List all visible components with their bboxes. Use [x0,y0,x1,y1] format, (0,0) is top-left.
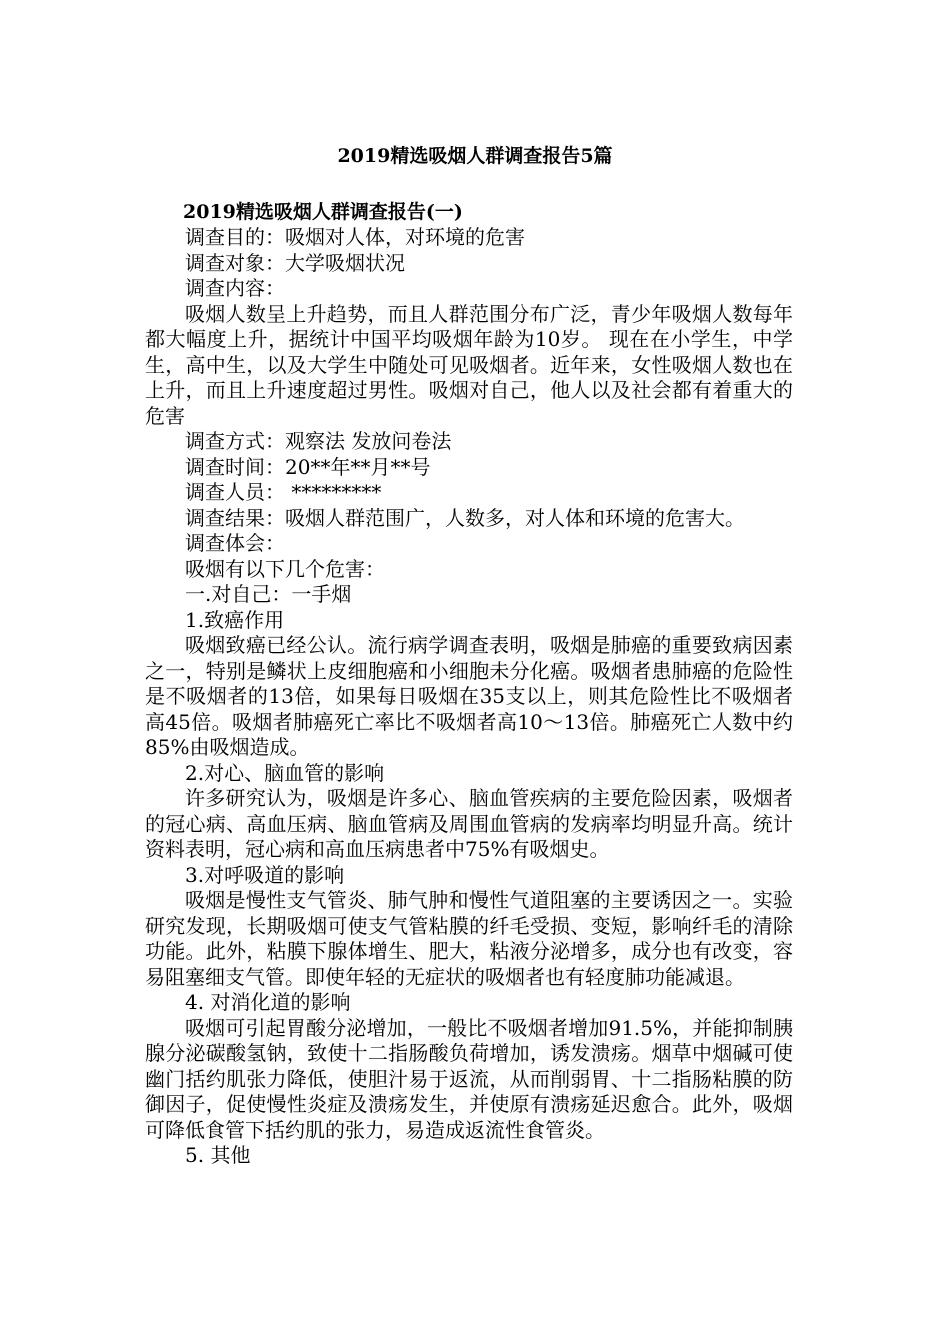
document-title: 2019精选吸烟人群调查报告5篇 [337,145,613,167]
paragraph-carcinogenic: 吸烟致癌已经公认。流行病学调查表明，吸烟是肺癌的重要致病因素之一，特别是鳞状上皮细胞癌和小细胞未分化癌。吸烟者患肺癌的危险性是不吸烟者的13倍，如果每日吸烟在35支以上，则其危险性比不吸烟者高45倍。吸烟者肺癌死亡率比不吸烟者高10～13倍。肺癌死亡人数中约85%由吸烟造成。 [145,633,793,759]
paragraph-survey-content: 吸烟人数呈上升趋势，而且人群范围分布广泛，青少年吸烟人数每年都大幅度上升，据统计中国平均吸烟年龄为10岁。 现在在小学生，中学生，高中生，以及大学生中随处可见吸烟者。近年来，女性吸烟人数也在上升，而且上升速度超过男性。吸烟对自己，他人以及社会都有着重大的危害 [145,301,793,428]
paragraph-survey-time: 调查时间：20**年**月**号 [185,454,431,479]
heading-respiratory: 3.对呼吸道的影响 [185,862,345,887]
paragraph-survey-result: 调查结果：吸烟人群范围广，人数多，对人体和环境的危害大。 [185,505,745,530]
paragraph-survey-reflection-label: 调查体会： [185,531,285,555]
section-title: 2019精选吸烟人群调查报告(一) [183,201,463,223]
paragraph-survey-subject: 调查对象：大学吸烟状况 [185,250,405,275]
heading-digestive: 4. 对消化道的影响 [185,990,351,1014]
heading-carcinogenic: 1.致癌作用 [185,607,285,632]
paragraph-respiratory: 吸烟是慢性支气管炎、肺气肿和慢性气道阻塞的主要诱因之一。实验研究发现，长期吸烟可使支气管粘膜的纤毛受损、变短，影响纤毛的清除功能。此外，粘膜下腺体增生、肥大，粘液分泌增多，成分也有改变，容易阻塞细支气管。即使年轻的无症状的吸烟者也有轻度肺功能减退。 [145,888,793,989]
paragraph-survey-purpose: 调查目的：吸烟对人体，对环境的危害 [185,225,525,249]
paragraph-survey-content-label: 调查内容： [185,276,285,300]
heading-other: 5. 其他 [185,1143,251,1167]
paragraph-digestive: 吸烟可引起胃酸分泌增加，一般比不吸烟者增加91.5%，并能抑制胰腺分泌碳酸氢钠，致使十二指肠酸负荷增加，诱发溃疡。烟草中烟碱可使幽门括约肌张力降低，使胆汁易于返流，从而削弱胃、十二指肠粘膜的防御因子，促使慢性炎症及溃疡发生，并使原有溃疡延迟愈合。此外，吸烟可降低食管下括约肌的张力，易造成返流性食管炎。 [145,1015,793,1142]
paragraph-cardiovascular: 许多研究认为，吸烟是许多心、脑血管疾病的主要危险因素，吸烟者的冠心病、高血压病、脑血管病及周围血管病的发病率均明显升高。统计资料表明，冠心病和高血压病患者中75%有吸烟史。 [145,786,793,861]
heading-self-firsthand-smoke: 一.对自己：一手烟 [185,582,352,606]
paragraph-survey-method: 调查方式：观察法 发放问卷法 [185,429,452,453]
paragraph-survey-staff: 调查人员： ********* [185,480,382,504]
paragraph-hazards-intro: 吸烟有以下几个危害： [185,556,385,581]
heading-cardiovascular: 2.对心、脑血管的影响 [185,760,385,785]
document-body [145,199,793,1169]
